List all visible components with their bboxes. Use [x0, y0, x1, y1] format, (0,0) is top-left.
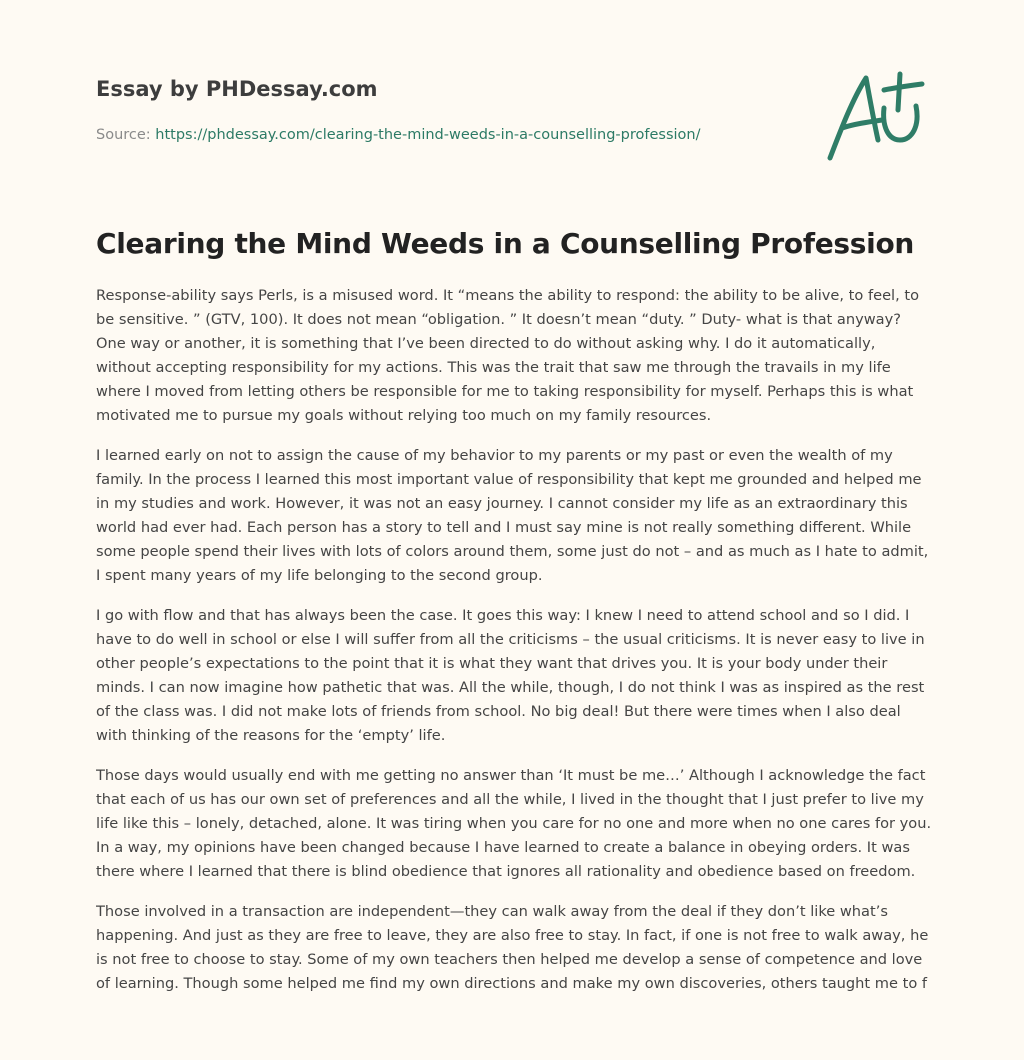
essay-paragraph: Those involved in a transaction are independent—they can walk away from the deal if they don’t like what’s happening. And just as they are free to leave, they are also free to stay. In fact, if one is not free to walk away, he is not free to choose to stay. Some of my own teachers then helped me develop a sense of competence and love of learning. Though some helped me find my own directions and make my own discoveries, others taught me to f: [96, 903, 929, 992]
essay-paragraph: Response-ability says Perls, is a misused word. It “means the ability to respond: the ability to be alive, to feel, to be sensitive. ” (GTV, 100). It does not mean “obligation. ” It doesn’t mean “duty. ” Duty- what is that anyway? One way or another, it is something that I’ve been directed to do without asking why. I do it automatically, without accepting responsibility for my actions. This was the trait that saw me through the travails in my life where I moved from letting others be responsible for me to taking responsibility for myself. Perhaps this is what motivated me to pursue my goals without relying too much on my family resources.: [96, 287, 920, 424]
source-line: [96, 124, 796, 146]
source-label: Source:: [96, 127, 156, 143]
essay-paragraph: I go with flow and that has always been the case. It goes this way: I knew I need to attend school and so I did. I have to do well in school or else I will suffer from all the criticisms – the usual criticisms. It is never easy to live in other people’s expectations to the point that it is what they want that drives you. It is your body under their minds. I can now imagine how pathetic that was. All the while, though, I do not think I was as inspired as the rest of the class was. I did not make lots of friends from school. No big deal! But there were times when I also deal with thinking of the reasons for the ‘empty’ life.: [96, 607, 925, 744]
essay-paragraph: I learned early on not to assign the cause of my behavior to my parents or my past or even the wealth of my family. In the process I learned this most important value of responsibility that kept me grounded and helped me in my studies and work. However, it was not an easy journey. I cannot consider my life as an extraordinary this world had ever had. Each person has a story to tell and I must say mine is not really something different. While some people spend their lives with lots of colors around them, some just do not – and as much as I hate to admit, I spent many years of my life belonging to the second group.: [96, 447, 929, 584]
a-plus-logo-icon: [822, 66, 932, 166]
site-brand: Essay by PHDessay.com: [96, 77, 378, 101]
site-header: [96, 74, 796, 146]
essay-title: Clearing the Mind Weeds in a Counselling Profession: [96, 227, 915, 260]
essay-body: [96, 284, 932, 1044]
source-link[interactable]: https://phdessay.com/clearing-the-mind-weeds-in-a-counselling-profession/: [155, 127, 701, 143]
essay-paragraph: Those days would usually end with me getting no answer than ‘It must be me…’ Although I acknowledge the fact that each of us has our own set of preferences and all the while, I lived in the thought that I just prefer to live my life like this – lonely, detached, alone. It was tiring when you care for no one and more when no one cares for you. In a way, my opinions have been changed because I have learned to create a balance in obeying orders. It was there where I learned that there is blind obedience that ignores all rationality and obedience based on freedom.: [96, 767, 932, 880]
